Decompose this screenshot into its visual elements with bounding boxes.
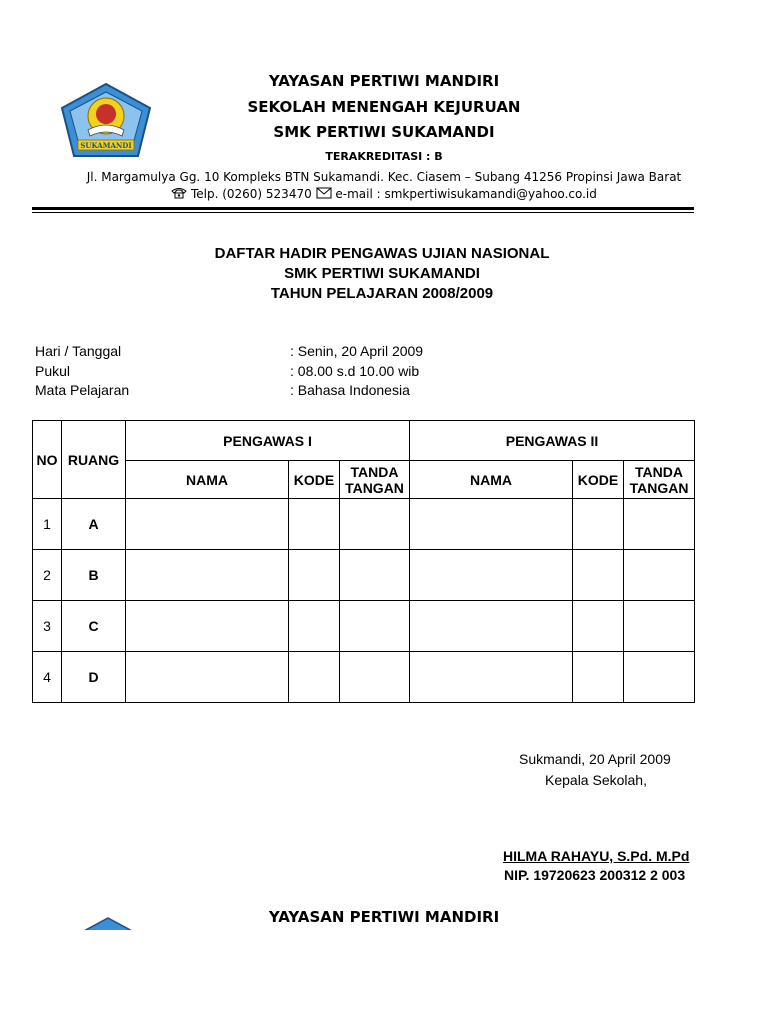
cell-nama-2 — [410, 550, 573, 601]
document-title-line1: DAFTAR HADIR PENGAWAS UJIAN NASIONAL — [214, 245, 550, 262]
info-label-time: Pukul — [35, 363, 71, 379]
signature-name: HILMA RAHAYU, S.Pd. M.Pd — [503, 848, 690, 864]
header-pengawas-2: PENGAWAS II — [410, 421, 695, 461]
info-value-time: : 08.00 s.d 10.00 wib — [290, 363, 420, 379]
header-nama-1: NAMA — [126, 461, 289, 499]
tangan-line2: TANGAN — [629, 479, 689, 496]
contact-line — [0, 187, 768, 202]
cell-ttd-2 — [624, 550, 695, 601]
cell-nama-1 — [126, 499, 289, 550]
tanda-line1: TANDA — [635, 463, 683, 480]
cell-nama-2 — [410, 499, 573, 550]
header-no: NO — [33, 421, 62, 499]
cell-ttd-1 — [340, 550, 410, 601]
table-row — [33, 550, 695, 601]
cell-ttd-1 — [340, 499, 410, 550]
cell-nama-2 — [410, 652, 573, 703]
school-logo — [60, 82, 152, 158]
cell-ttd-2 — [624, 652, 695, 703]
table-row — [33, 601, 695, 652]
cell-nama-2 — [410, 601, 573, 652]
cell-ttd-1 — [340, 652, 410, 703]
phone-icon — [171, 187, 187, 202]
cell-kode-1 — [289, 601, 340, 652]
row-ruang: D — [62, 652, 126, 703]
row-no: 3 — [33, 601, 62, 652]
cell-kode-1 — [289, 499, 340, 550]
letterhead-rule-thick — [32, 207, 694, 210]
school-type: SEKOLAH MENENGAH KEJURUAN — [247, 98, 521, 116]
letterhead-rule-thin — [32, 212, 694, 213]
attendance-table — [32, 420, 695, 703]
cell-nama-1 — [126, 652, 289, 703]
info-value-date: : Senin, 20 April 2009 — [290, 343, 424, 359]
logo-text: SUKAMANDI — [80, 141, 132, 150]
cell-ttd-2 — [624, 601, 695, 652]
cell-kode-2 — [573, 601, 624, 652]
email-text: e-mail : smkpertiwisukamandi@yahoo.co.id — [335, 187, 597, 201]
row-ruang: C — [62, 601, 126, 652]
mail-icon — [316, 187, 332, 202]
header-pengawas-1: PENGAWAS I — [126, 421, 410, 461]
header-tanda-tangan-2 — [624, 461, 695, 499]
school-name: SMK PERTIWI SUKAMANDI — [273, 123, 495, 141]
signature-nip: NIP. 19720623 200312 2 003 — [504, 867, 686, 883]
row-no: 1 — [33, 499, 62, 550]
cell-nama-1 — [126, 601, 289, 652]
cell-nama-1 — [126, 550, 289, 601]
cell-ttd-2 — [624, 499, 695, 550]
cell-kode-2 — [573, 652, 624, 703]
next-page-foundation-name: YAYASAN PERTIWI MANDIRI — [268, 908, 500, 926]
cell-ttd-1 — [340, 601, 410, 652]
row-no: 2 — [33, 550, 62, 601]
tanda-line1: TANDA — [350, 463, 399, 480]
school-address: Jl. Margamulya Gg. 10 Kompleks BTN Sukamandi. Kec. Ciasem – Subang 41256 Propinsi Jawa Barat — [86, 170, 682, 184]
header-nama-2: NAMA — [410, 461, 573, 499]
header-ruang: RUANG — [62, 421, 126, 499]
document-title-line3: TAHUN PELAJARAN 2008/2009 — [270, 285, 494, 302]
page-area-blank — [0, 930, 768, 1024]
header-tanda-tangan-1 — [340, 461, 410, 499]
cell-kode-1 — [289, 652, 340, 703]
phone-text: Telp. (0260) 523470 — [190, 187, 312, 201]
tangan-line2: TANGAN — [345, 479, 404, 496]
table-row — [33, 652, 695, 703]
row-ruang: A — [62, 499, 126, 550]
row-no: 4 — [33, 652, 62, 703]
cell-kode-2 — [573, 499, 624, 550]
header-kode-2: KODE — [573, 461, 624, 499]
info-label-date: Hari / Tanggal — [35, 343, 122, 359]
info-value-subject: : Bahasa Indonesia — [290, 382, 410, 398]
cell-kode-1 — [289, 550, 340, 601]
accreditation: TERAKREDITASI : B — [325, 150, 443, 163]
next-page-logo — [80, 916, 136, 930]
document-title-line2: SMK PERTIWI SUKAMANDI — [284, 265, 480, 282]
foundation-name: YAYASAN PERTIWI MANDIRI — [268, 72, 500, 90]
row-ruang: B — [62, 550, 126, 601]
table-row — [33, 499, 695, 550]
signature-place-date: Sukmandi, 20 April 2009 — [519, 751, 671, 767]
signature-position: Kepala Sekolah, — [545, 772, 647, 788]
cell-kode-2 — [573, 550, 624, 601]
info-label-subject: Mata Pelajaran — [35, 382, 130, 398]
header-kode-1: KODE — [289, 461, 340, 499]
